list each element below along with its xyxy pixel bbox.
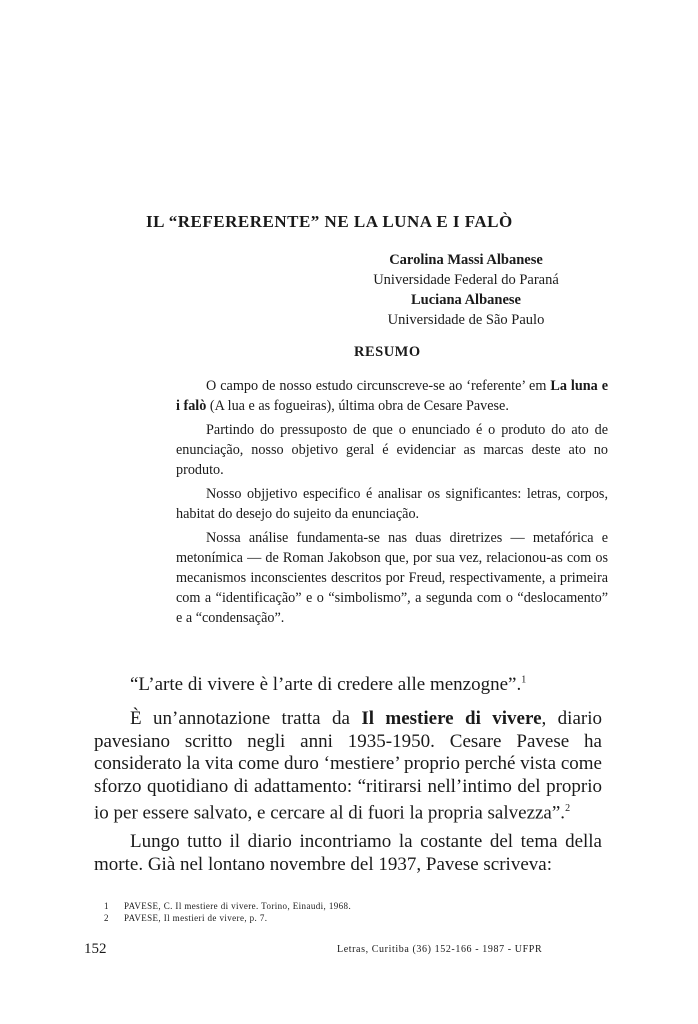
footnote (104, 900, 524, 912)
footnote-number: 1 (104, 901, 109, 911)
abstract-text: O campo de nosso estudo circunscreve-se ao ‘referente’ em (206, 378, 551, 394)
abstract (176, 376, 608, 632)
running-footer: Letras, Curitiba (36) 152-166 - 1987 - UFPR (337, 944, 543, 955)
author-block (350, 250, 582, 330)
abstract-text: (A lua e as fogueiras), última obra de Cesare Pavese. (206, 398, 509, 414)
epigraph (130, 674, 600, 696)
body-text-run: È un’annotazione tratta da (130, 708, 362, 729)
abstract-paragraph (176, 376, 608, 416)
footnote-ref: 1 (521, 674, 527, 686)
author-affiliation: Universidade Federal do Paraná (373, 272, 559, 288)
footnote-text: PAVESE, Il mestieri de vivere, p. 7. (124, 913, 268, 923)
article-title: IL “REFERERENTE” NE LA LUNA E I FALÒ (146, 212, 513, 231)
epigraph-text: “L’arte di vivere è l’arte di credere alle menzogne”. (130, 674, 522, 695)
footnote-ref: 2 (565, 803, 571, 815)
work-title: La luna e i falò (176, 378, 609, 414)
work-title: Il mestiere di vivere (361, 708, 542, 729)
author-affiliation: Universidade de São Paulo (387, 312, 545, 328)
footnote-number: 2 (104, 913, 109, 923)
footnote (104, 912, 524, 924)
author-name: Luciana Albanese (411, 292, 521, 308)
abstract-paragraph: Nossa análise fundamenta-se nas duas diretrizes — metafórica e metonímica — de Roman Jakobson que, por sua vez, relacionou-as com os mecanismos inconscientes descritos por Freud, respectivamente, a primeira com a “identificação” e o “simbolismo”, a segunda com o “deslocamento” e a “condensação”. (176, 530, 608, 626)
footnotes (104, 900, 524, 924)
abstract-heading: RESUMO (354, 344, 421, 360)
page-number: 152 (84, 941, 107, 957)
abstract-paragraph: Partindo do pressuposto de que o enunciado é o produto do ato de enunciação, nosso objetivo geral é evidenciar as marcas deste ato no produto. (176, 422, 608, 478)
abstract-paragraph: Nosso objjetivo especifico é analisar os significantes: letras, corpos, habitat do desejo do sujeito da enunciação. (176, 486, 608, 522)
body-text-run: , diario pavesiano scritto negli anni 1935-1950. Cesare Pavese ha considerato la vita come duro ‘mestiere’ proprio perché vista come sforzo quotidiano di adattamento: “ritirarsi nell’intimo del proprio io per essere salvato, e cercare al di fuori la propria salvezza”. (94, 708, 602, 824)
footnote-text: PAVESE, C. Il mestiere di vivere. Torino, Einaudi, 1968. (124, 901, 352, 911)
body-paragraph (94, 708, 602, 825)
body-text (94, 708, 602, 882)
author-name: Carolina Massi Albanese (389, 252, 543, 268)
body-paragraph: Lungo tutto il diario incontriamo la costante del tema della morte. Già nel lontano novembre del 1937, Pavese scriveva: (94, 831, 602, 875)
